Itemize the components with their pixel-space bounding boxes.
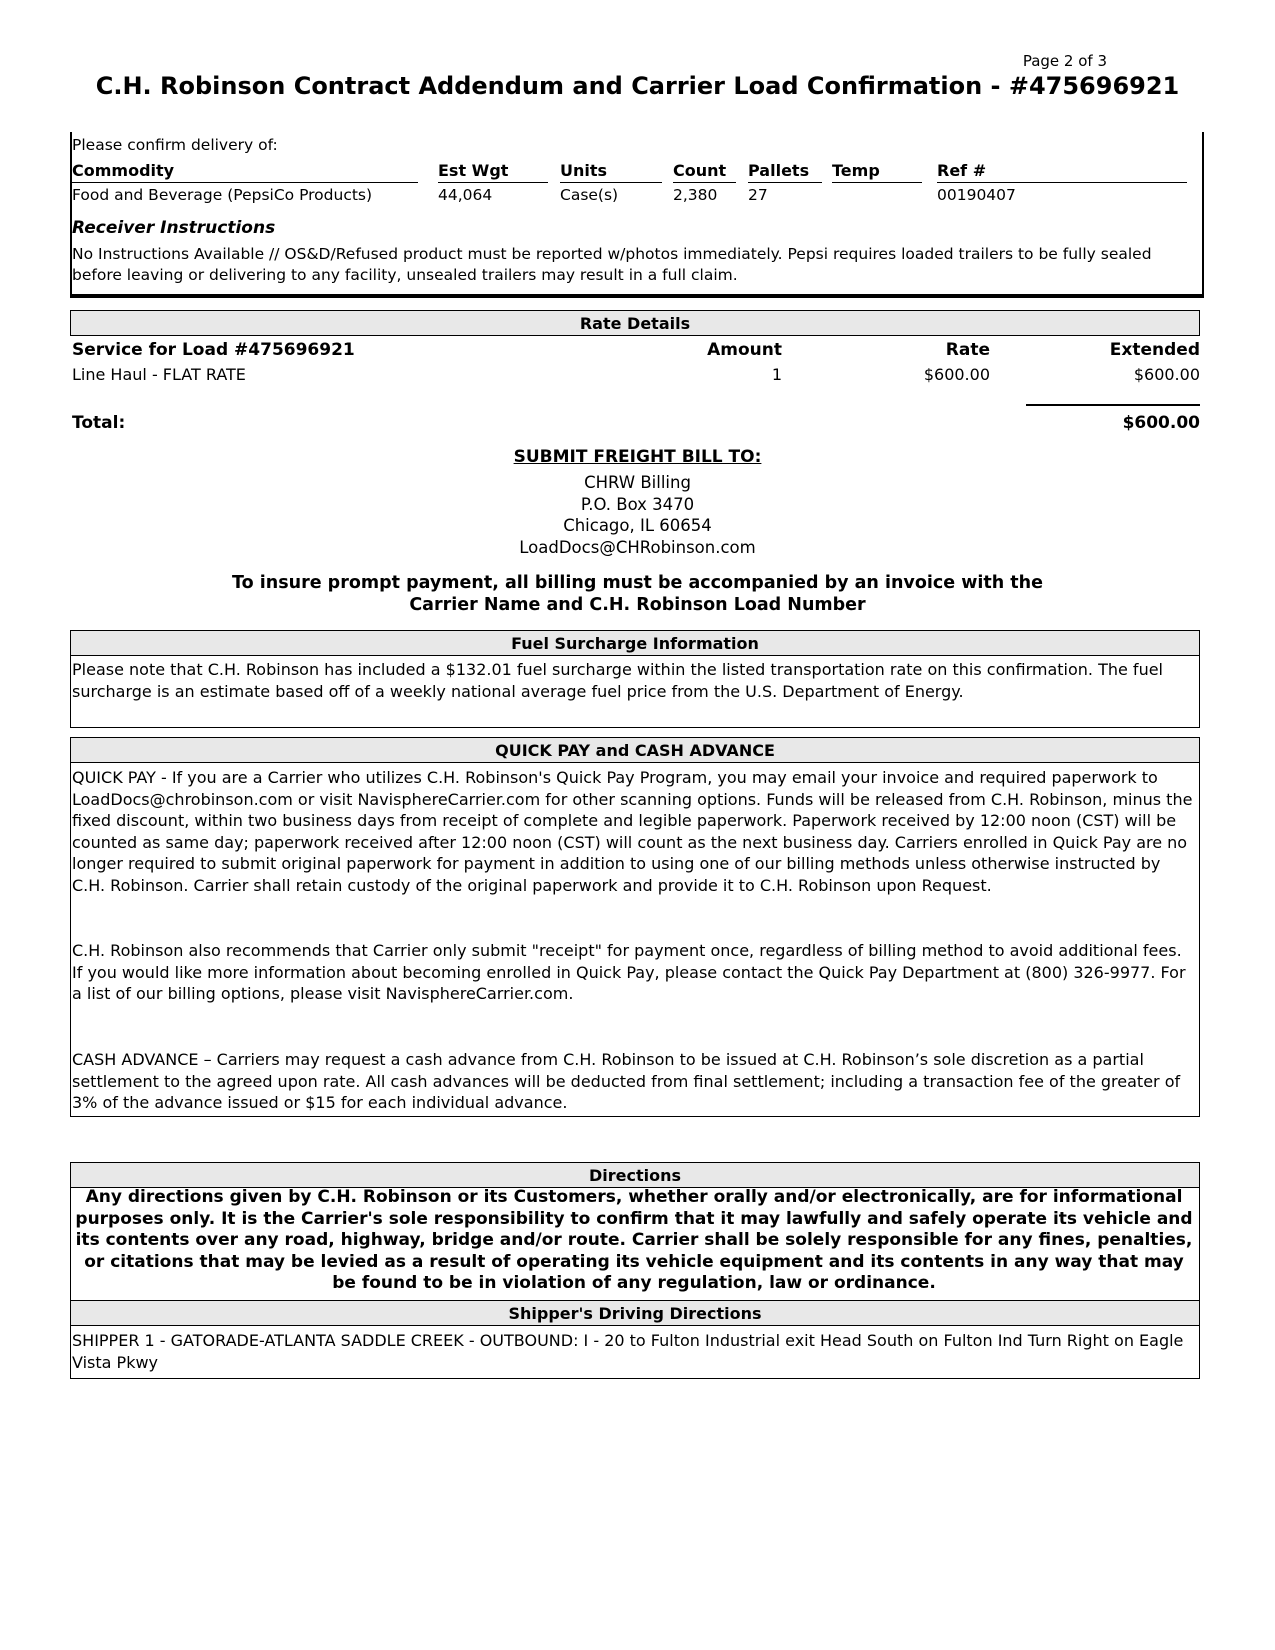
total-rule [1026,404,1200,406]
directions-disclaimer: Any directions given by C.H. Robinson or its Customers, whether orally and/or electronically, are for informational purposes only. It is the Carrier's sole responsibility to confirm that it may lawfully and safely operate its vehicle and its contents over any road, highway, bridge and/or route. Carrier shall be solely responsible for any fines, penalties, or citations that may be levied as a result of operating its vehicle equipment and its contents in any way that may be found to be in violation of any regulation, law or ordinance. [75,1187,1193,1293]
prompt-payment-line2: Carrier Name and C.H. Robinson Load Number [409,594,866,615]
billing-address [0,472,1275,558]
billing-po-box: P.O. Box 3470 [580,494,695,514]
quick-pay-text: QUICK PAY - If you are a Carrier who utilizes C.H. Robinson's Quick Pay Program, you may email your invoice and required paperwork to LoadDocs@chrobinson.com or visit NavisphereCarrier.com for other scanning options. Funds will be released from C.H. Robinson, minus the fixed discount, within two business days from receipt of complete and legible paperwork. Paperwork received by 12:00 noon (CST) will be counted as same day; paperwork received after 12:00 noon (CST) will count as the next business day. Carriers enrolled in Quick Pay are no longer required to submit original paperwork for payment in addition to using one of our billing methods unless otherwise instructed by C.H. Robinson. Carrier shall retain custody of the original paperwork and provide it to C.H. Robinson upon Request. [72,768,1193,895]
total-label: Total: [72,413,126,433]
amount-header: Amount [707,340,782,360]
rate-header: Rate [945,340,990,360]
col-header-pallets: Pallets [748,161,810,180]
col-header-commodity: Commodity [72,161,175,180]
col-header-ref: Ref # [937,161,987,180]
quick-pay-bar: QUICK PAY and CASH ADVANCE [70,737,1200,763]
extended-header: Extended [1109,340,1200,360]
page-title: C.H. Robinson Contract Addendum and Carrier Load Confirmation - #475696921 [95,72,1180,100]
billing-name: CHRW Billing [584,473,691,492]
header-underline [832,182,922,183]
line-haul-extended: $600.00 [1133,365,1200,384]
directions-bar: Directions [70,1162,1200,1188]
commodity-cell: Food and Beverage (PepsiCo Products) [72,186,373,204]
est-wgt-cell: 44,064 [438,186,493,204]
line-haul-amount: 1 [771,365,782,384]
prompt-payment-note [0,573,1275,616]
rate-details-bar: Rate Details [70,310,1200,336]
ref-cell: 00190407 [937,186,1016,204]
header-underline [748,182,822,183]
submit-freight-bill-heading: SUBMIT FREIGHT BILL TO: [513,447,762,467]
line-haul-rate: $600.00 [923,365,990,384]
shipper-directions-bar: Shipper's Driving Directions [70,1300,1200,1326]
header-underline [438,182,548,183]
receiver-instructions-heading: Receiver Instructions [72,218,276,238]
confirm-delivery-label: Please confirm delivery of: [72,136,278,154]
shipper-directions-text: SHIPPER 1 - GATORADE-ATLANTA SADDLE CREEK - OUTBOUND: I - 20 to Fulton Industrial exit Head South on Fulton Ind Turn Right on Eagle Vista Pkwy [72,1331,1184,1372]
prompt-payment-line1: To insure prompt payment, all billing must be accompanied by an invoice with the [232,573,1043,593]
count-cell: 2,380 [673,186,718,204]
billing-email: LoadDocs@CHRobinson.com [519,537,756,557]
pallets-cell: 27 [748,186,768,204]
header-underline [937,182,1187,183]
total-value: $600.00 [1122,413,1200,433]
receiver-instructions-text: No Instructions Available // OS&D/Refused product must be reported w/photos immediately. Pepsi requires loaded trailers to be fully sealed before leaving or delivering to any facility, unsealed trailers may result in a full claim. [72,245,1152,284]
line-haul-desc: Line Haul - FLAT RATE [72,365,246,384]
col-header-temp: Temp [832,161,880,180]
header-underline [560,182,662,183]
header-underline [72,182,418,183]
cash-advance-text: CASH ADVANCE – Carriers may request a cash advance from C.H. Robinson to be issued at C.H. Robinson’s sole discretion as a partial settlement to the agreed upon rate. All cash advances will be deducted from final settlement; including a transaction fee of the greater of 3% of the advance issued or $15 for each individual advance. [72,1050,1181,1112]
col-header-count: Count [673,161,727,180]
header-underline [673,182,736,183]
units-cell: Case(s) [560,186,619,204]
quick-pay-recommendation-text: C.H. Robinson also recommends that Carrier only submit "receipt" for payment once, regardless of billing method to avoid additional fees. If you would like more information about becoming enrolled in Quick Pay, please contact the Quick Pay Department at (800) 326-9977. For a list of our billing options, please visit NavisphereCarrier.com. [72,941,1186,1003]
billing-city: Chicago, IL 60654 [563,516,712,535]
col-header-units: Units [560,161,608,180]
service-label: Service for Load #475696921 [72,340,355,360]
col-header-est-wgt: Est Wgt [438,161,509,180]
fuel-surcharge-text: Please note that C.H. Robinson has included a $132.01 fuel surcharge within the listed transportation rate on this confirmation. The fuel surcharge is an estimate based off of a weekly national average fuel price from the U.S. Department of Energy. [72,660,1163,701]
fuel-surcharge-bar: Fuel Surcharge Information [70,630,1200,656]
page-number: Page 2 of 3 [1022,52,1107,70]
